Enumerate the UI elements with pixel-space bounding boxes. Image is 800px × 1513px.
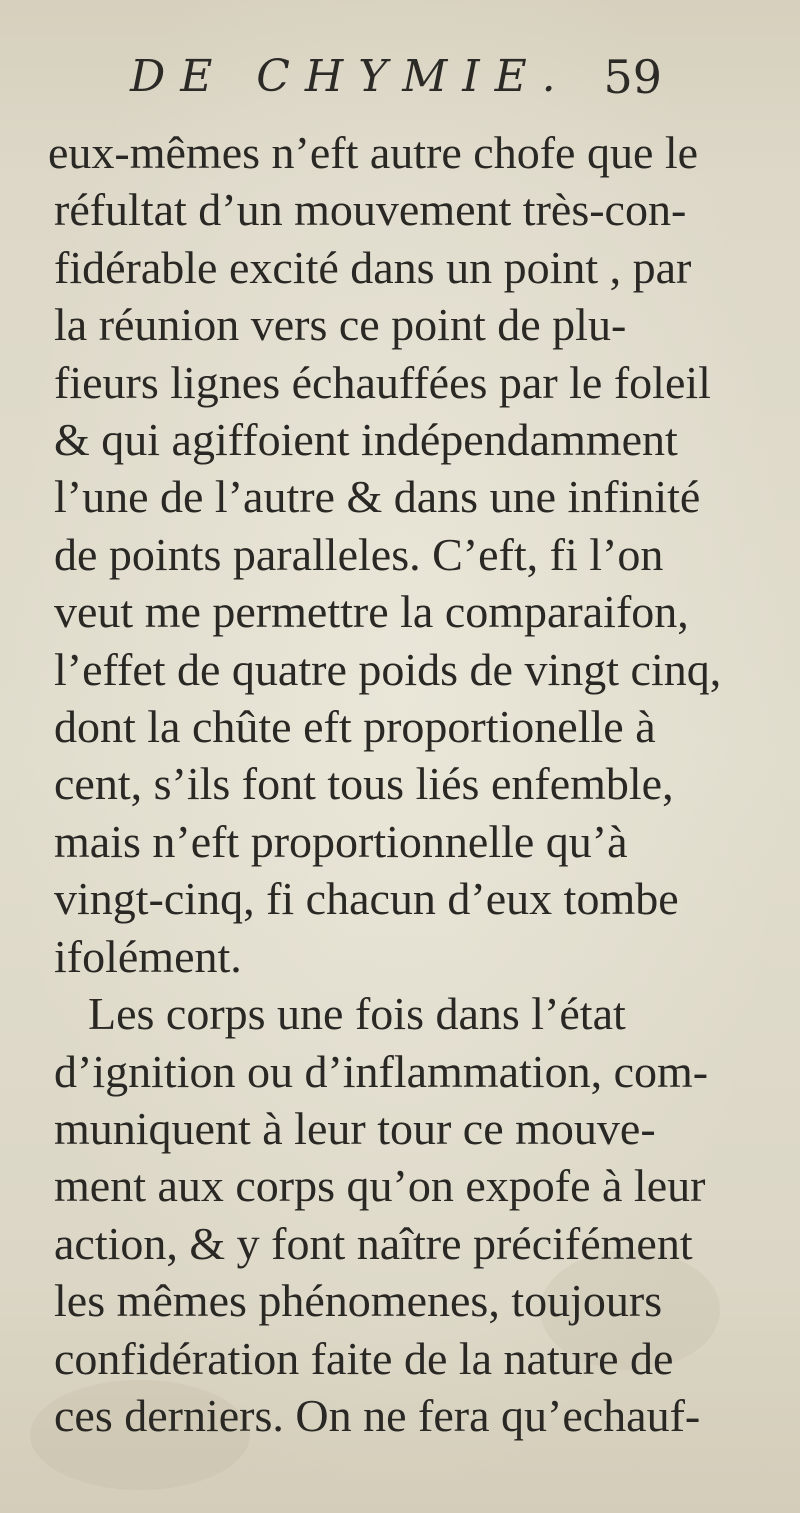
text-line: veut me permettre la comparaifon, (54, 586, 689, 638)
text-line: Les corps une fois dans l’état (88, 988, 626, 1040)
text-line: réfultat d’un mouvement très-con- (54, 184, 687, 236)
text-line: de points paralleles. C’eft, fi l’on (54, 528, 664, 580)
text-line: la réunion vers ce point de plu- (54, 299, 627, 351)
text-line: mais n’eft proportionnelle qu’à (54, 815, 628, 867)
body-text (48, 124, 800, 1444)
text-line: dont la chûte eft proportionelle à (54, 701, 656, 753)
text-line: les mêmes phénomenes, toujours (54, 1275, 663, 1327)
text-line: cent, s’ils font tous liés enfemble, (54, 758, 674, 810)
text-line: fidérable excité dans un point , par (54, 241, 692, 293)
text-line: ifolément. (54, 930, 242, 982)
page-number: 59 (603, 50, 662, 104)
text-line: & qui agiffoient indépendamment (54, 414, 678, 466)
text-line: l’une de l’autre & dans une infinité (54, 471, 701, 523)
text-line: d’ignition ou d’inflammation, com- (54, 1045, 709, 1097)
text-line: ment aux corps qu’on expofe à leur (54, 1160, 706, 1212)
text-line: eux-mêmes n’eft autre chofe que le (48, 127, 699, 178)
text-line: confidération faite de la nature de (54, 1332, 674, 1384)
text-line: l’effet de quatre poids de vingt cinq, (54, 643, 722, 695)
text-line: muniquent à leur tour ce mouve- (54, 1102, 656, 1154)
text-line: action, & y font naître précifément (54, 1217, 693, 1269)
running-title: DE CHYMIE. (130, 51, 571, 102)
text-line: vingt-cinq, fi chacun d’eux tombe (54, 873, 679, 925)
page-header (130, 42, 670, 112)
text-line: fieurs lignes échauffées par le foleil (54, 356, 711, 408)
text-line: ces derniers. On ne fera qu’echauf- (54, 1389, 701, 1441)
